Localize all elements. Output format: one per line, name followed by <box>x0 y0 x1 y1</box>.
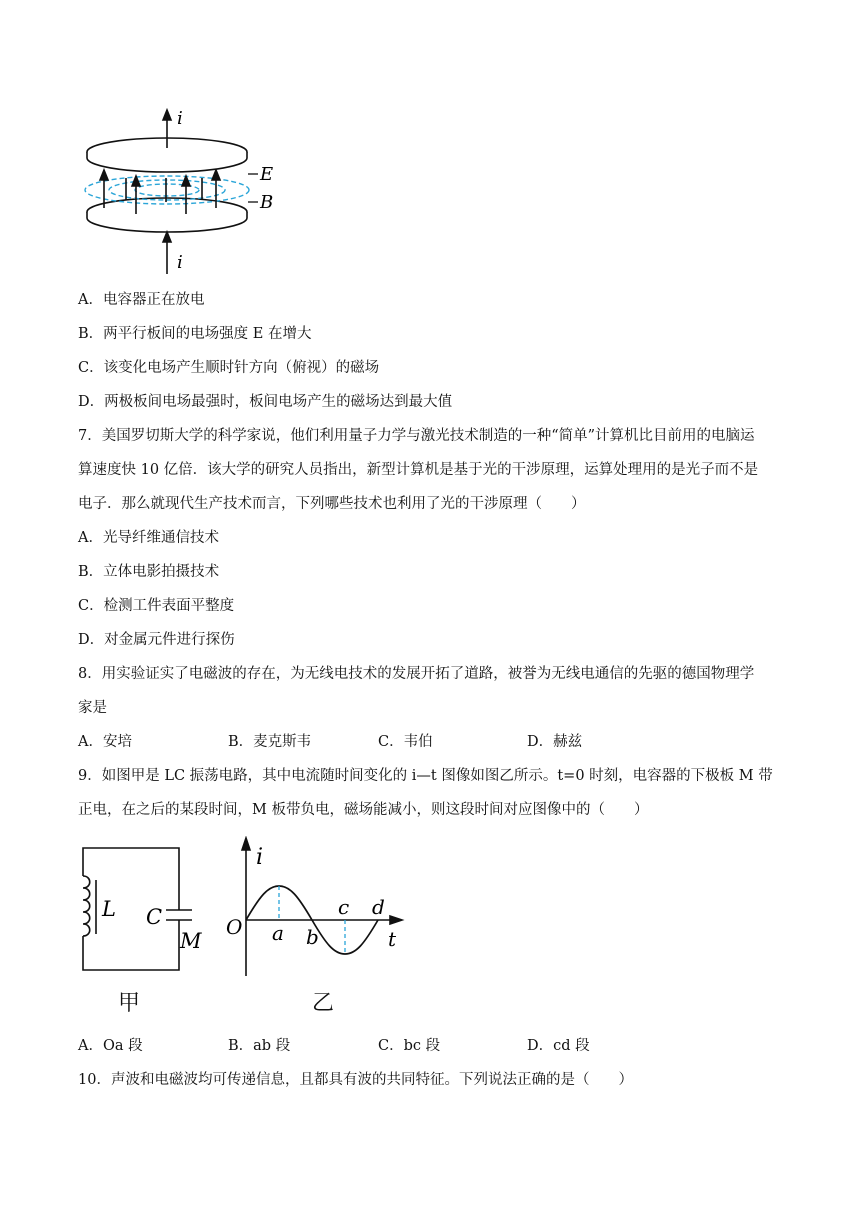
label-L: L <box>102 897 116 921</box>
q7-stem-line-3: 电子．那么就现代生产技术而言，下列哪些技术也利用了光的干涉原理（ ） <box>78 496 586 512</box>
q9-stem-line-1: 9．如图甲是 LC 振荡电路，其中电流随时间变化的 i—t 图像如图乙所示。t=0 时刻，电容器的下极板 M 带 <box>78 768 773 784</box>
figure-caption-jia: 甲 <box>118 991 141 1016</box>
q10-stem-line-1: 10．声波和电磁波均可传递信息，且都具有波的共同特征。下列说法正确的是（ ） <box>78 1072 633 1088</box>
label-d: d <box>372 895 385 919</box>
label-i-bottom: i <box>177 252 183 273</box>
label-M: M <box>180 929 202 953</box>
label-a: a <box>272 921 284 945</box>
label-i: i <box>256 845 264 870</box>
label-O: O <box>226 915 243 939</box>
q7-option-c: C．检测工件表面平整度 <box>78 598 235 614</box>
q6-option-c: C．该变化电场产生顺时针方向（俯视）的磁场 <box>78 360 380 376</box>
label-i-top: i <box>177 108 183 129</box>
q7-stem-line-1: 7．美国罗切斯大学的科学家说，他们利用量子力学与激光技术制造的一种“简单”计算机比目前用的电脑运 <box>78 428 755 444</box>
q9-option-a: A．Oa 段 <box>78 1038 143 1054</box>
q7-stem-line-2: 算速度快 10 亿倍．该大学的研究人员指出，新型计算机是基于光的干涉原理，运算处理用的是光子而不是 <box>78 462 759 478</box>
capacitor-figure <box>80 108 290 278</box>
label-t: t <box>388 927 397 951</box>
lc-circuit-figure <box>76 840 206 980</box>
q9-option-b: B．ab 段 <box>228 1038 291 1054</box>
q8-option-c: C．韦伯 <box>378 734 433 750</box>
q9-option-d: D．cd 段 <box>527 1038 590 1054</box>
label-C: C <box>146 905 163 929</box>
label-E: E <box>260 164 274 185</box>
figure-caption-yi: 乙 <box>312 991 335 1016</box>
q7-option-d: D．对金属元件进行探伤 <box>78 632 235 648</box>
q8-stem-line-2: 家是 <box>78 700 107 716</box>
q7-option-a: A．光导纤维通信技术 <box>78 530 219 546</box>
q6-option-a: A．电容器正在放电 <box>78 292 205 308</box>
q6-option-d: D．两极板间电场最强时，板间电场产生的磁场达到最大值 <box>78 394 453 410</box>
q9-stem-line-2: 正电，在之后的某段时间，M 板带负电，磁场能减小，则这段时间对应图像中的（ ） <box>78 802 649 818</box>
q8-option-a: A．安培 <box>78 734 132 750</box>
q8-option-d: D．赫兹 <box>527 734 583 750</box>
label-B: B <box>260 192 274 213</box>
label-c: c <box>338 895 350 919</box>
q8-option-b: B．麦克斯韦 <box>228 734 312 750</box>
q8-stem-line-1: 8．用实验证实了电磁波的存在，为无线电技术的发展开拓了道路，被誉为无线电通信的先驱的德国物理学 <box>78 666 755 682</box>
q6-option-b: B．两平行板间的电场强度 E 在增大 <box>78 326 312 342</box>
current-time-graph <box>222 836 412 986</box>
q9-option-c: C．bc 段 <box>378 1038 441 1054</box>
label-b: b <box>306 925 319 949</box>
q7-option-b: B．立体电影拍摄技术 <box>78 564 220 580</box>
